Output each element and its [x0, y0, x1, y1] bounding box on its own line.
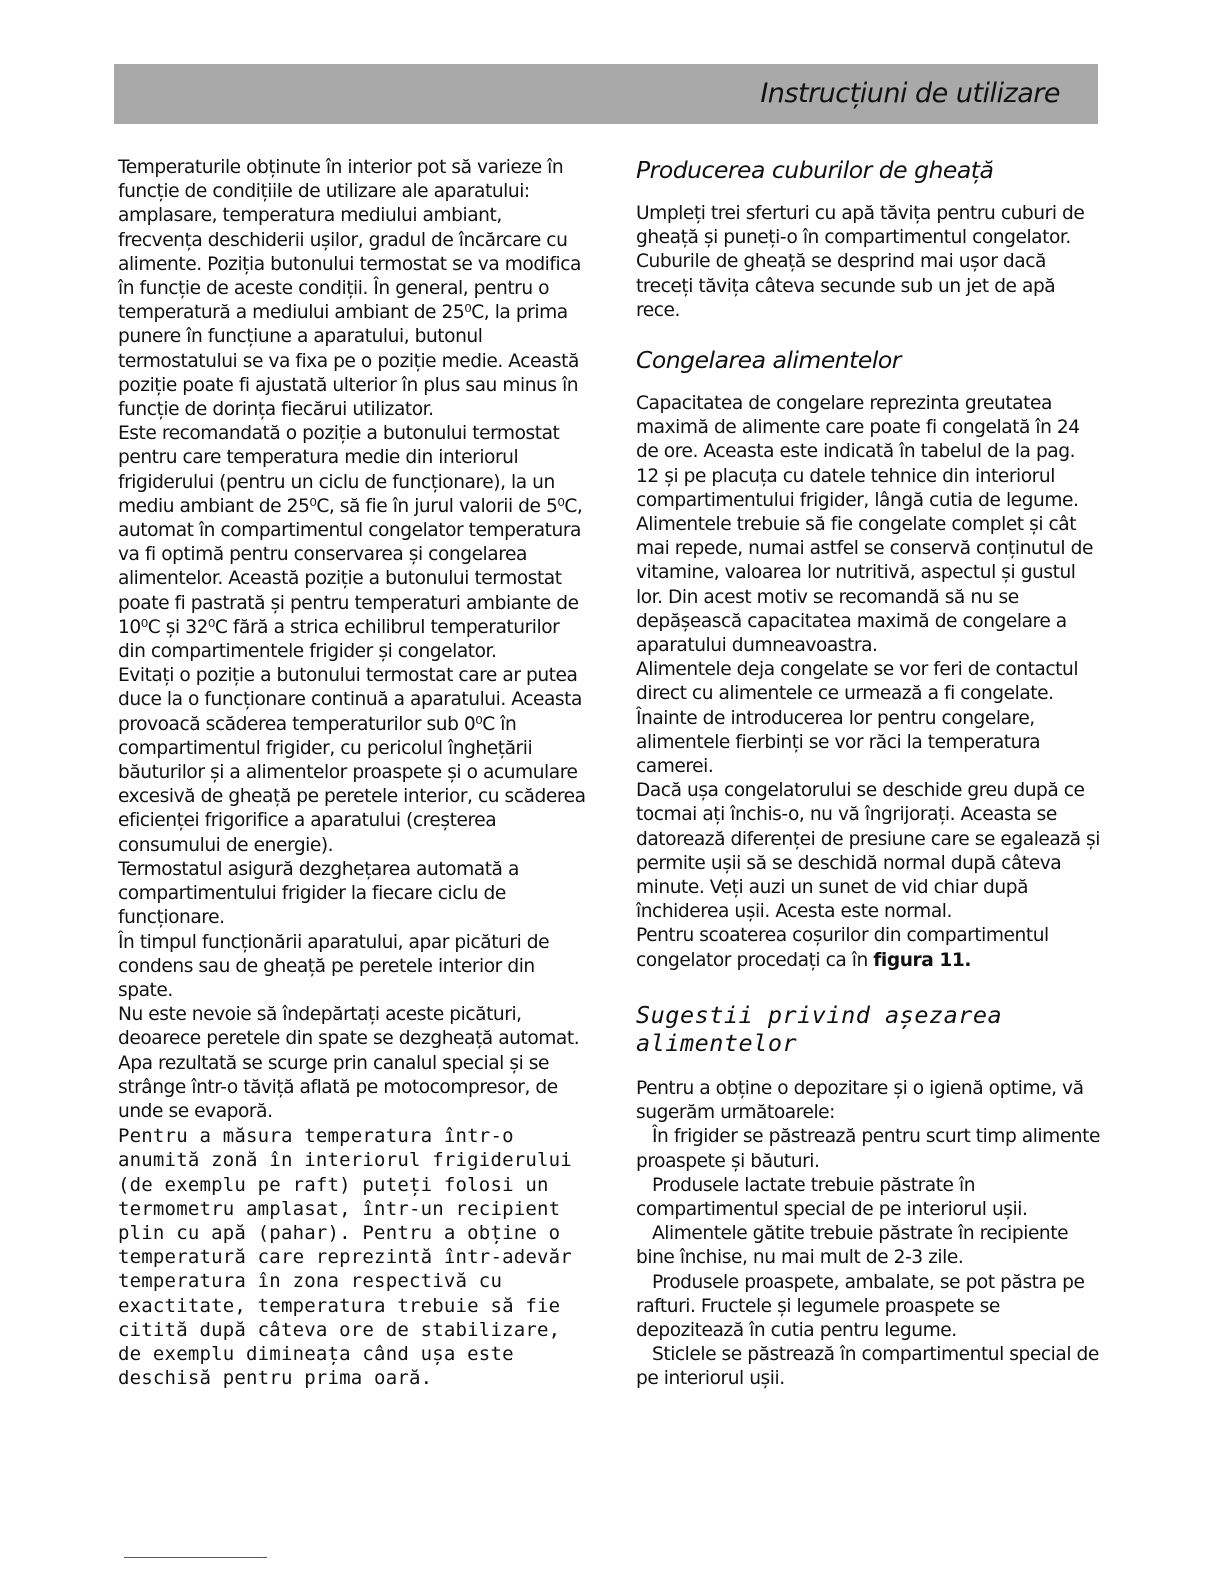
heading-ice-cubes: Producerea cuburilor de gheață — [636, 156, 994, 184]
paragraph-condensation: În timpul funcționării aparatului, apar picături de condens sau de gheață pe peretele interior din spate. — [118, 931, 550, 1001]
paragraph-measure-temperature: Pentru a măsura temperatura într-o anumită zonă în interiorul frigiderului (de exemplu pe raft) puteți folosi un termometru amplasat, într-un recipient plin cu apă (pahar). Pentru a obține o temperatură care reprezintă într-adevăr temperatura în zona respectivă cu exactitate, temperatura trebuie să fie citită după câteva ore de stabilizare, de exemplu dimineața când ușa este deschisă pentru prima oară. — [118, 1125, 572, 1390]
paragraph-freezing-capacity: Capacitatea de congelare reprezinta greutatea maximă de alimente care poate fi congelată în 24 de ore. Aceasta este indicată în tabelul de la pag. 12 și pe placuța cu datele tehnice din interiorul compartimentului frigider, lângă cutia de legume. — [636, 393, 1080, 511]
suggestion-item: Sticlele se păstrează în compartimentul special de pe interiorul ușii. — [636, 1344, 1099, 1390]
left-column — [118, 156, 588, 1390]
paragraph-door-pressure: Dacă ușa congelatorului se deschide greu după ce tocmai ați închis-o, nu vă îngrijorați. Aceasta se datorează diferenței de presiune care se egalează și permite ușii să se deschidă normal după câteva minute. Veți auzi un sunet de vid chiar după închiderea ușii. Acesta este normal. — [636, 780, 1101, 923]
right-column — [636, 156, 1102, 1415]
heading-freezing: Congelarea alimentelor — [636, 346, 901, 375]
paragraph-already-frozen: Alimentele deja congelate se vor feri de contactul direct cu alimentele ce urmează a fi congelate. — [636, 659, 1079, 705]
baskets-text: Pentru scoaterea coșurilor din compartimentul congelator procedați ca în — [636, 925, 1049, 971]
paragraph-recommended-position: Este recomandată o poziție a butonului termostat pentru care temperatura medie din interiorul frigiderului (pentru un ciclu de funcționare), la un mediu ambiant de 25⁰C, să fie în jurul valorii de 5⁰C, automat în compartimentul congelator temperatura va fi optimă pentru conservarea și congelarea alimentelor. Această poziție a butonului termostat poate fi pastrată și pentru temperaturi ambiante de 10⁰C și 32⁰C fără a strica echilibrul temperaturilor din compartimentele frigider și congelator. — [118, 423, 583, 663]
heading-suggestions: Sugestii privind așezarea alimentelor — [636, 1000, 1003, 1057]
section-suggestions — [636, 1001, 1102, 1392]
paragraph-cool-first: Înainte de introducerea lor pentru congelare, alimentele fierbinți se vor răci la temperatura camerei. — [636, 707, 1041, 778]
suggestion-item: Produsele lactate trebuie păstrate în compartimentul special de pe interiorul ușii. — [636, 1174, 1028, 1220]
paragraph-suggestions-intro: Pentru a obține o depozitare și o igienă optime, vă sugerăm următoarele: — [636, 1077, 1084, 1124]
footer-divider — [124, 1557, 267, 1558]
paragraph-temperatures: Temperaturile obținute în interior pot să varieze în funcție de condițiile de utilizare ale aparatului: amplasare, temperatura mediului ambiant, frecvența deschiderii ușilor, gradul de încărcare cu alimente. Poziția butonului termostat se va modifica în funcție de aceste condiții. În general, pentru o temperatură a mediului ambiant de 25⁰C, la prima punere în funcțiune a aparatului, butonul termostatului se va fixa pe o poziție medie. Această poziție poate fi ajustată ulterior în plus sau minus în funcție de dorința fiecărui utilizator. — [118, 157, 581, 421]
paragraph-avoid-position: Evitați o poziție a butonului termostat care ar putea duce la o funcționare continuă a aparatului. Aceasta provoacă scăderea temperaturilor sub 0⁰C în compartimentul frigider, cu pericolul înghețării băuturilor și a alimentelor proaspete și o acumulare excesivă de gheață pe peretele interior, cu scăderea eficienței frigorifice a aparatului (creșterea consumului de energie). — [118, 665, 586, 856]
paragraph-auto-defrost: Termostatul asigură dezghețarea automată a compartimentului frigider la fiecare ciclu de funcționare. — [118, 858, 519, 929]
paragraph-baskets — [636, 924, 1102, 972]
paragraph-ice-cubes: Umpleți trei sferturi cu apă tăvița pentru cuburi de gheață și puneți-o în compartimentul congelator. Cuburile de gheață se desprind mai ușor dacă treceți tăvița câteva secunde sub un jet de apă rece. — [636, 203, 1085, 321]
paragraph-freeze-fast: Alimentele trebuie să fie congelate complet și cât mai repede, numai astfel se conservă conținutul de vitamine, valoarea lor nutritivă, aspectul și gustul lor. Din acest motiv se recomandă să nu se depășească capacitatea maximă de congelare a aparatului dumneavoastra. — [636, 514, 1093, 657]
header-band — [114, 64, 1098, 124]
suggestion-item: Alimentele gătite trebuie păstrate în recipiente bine închise, nu mai mult de 2-3 zile. — [636, 1223, 1069, 1269]
section-freezing — [636, 346, 1102, 973]
suggestion-item: În frigider se păstrează pentru scurt timp alimente proaspete și băuturi. — [636, 1126, 1100, 1172]
page-title: Instrucțiuni de utilizare — [760, 78, 1060, 109]
section-ice-cubes — [636, 156, 1102, 323]
suggestion-item: Produsele proaspete, ambalate, se pot păstra pe rafturi. Fructele și legumele proaspete se depozitează în cutia pentru legume. — [636, 1271, 1085, 1341]
paragraph-no-need-remove: Nu este nevoie să îndepărtați aceste picături, deoarece peretele din spate se dezgheață automat. Apa rezultată se scurge prin canalul special și se strânge într-o tăviță aflată pe motocompresor, de unde se evaporă. — [118, 1004, 580, 1122]
figure-reference: figura 11. — [873, 949, 971, 971]
